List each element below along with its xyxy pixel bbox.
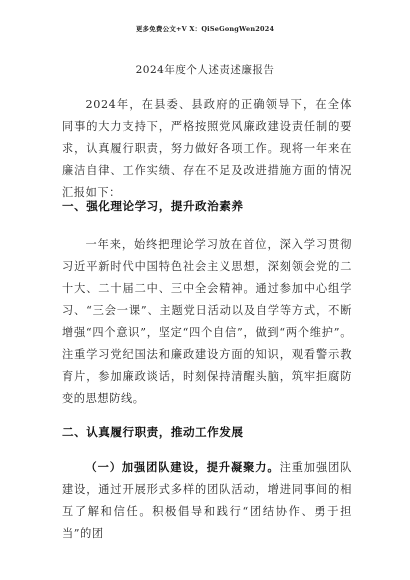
section-2-heading: 二、认真履行职责，推动工作发展 [62,425,244,439]
intro-paragraph: 2024年，在县委、县政府的正确领导下，在全体同事的大力支持下，严格按照党风廉政建设责任制的要求，认真履行职责，努力做好各项工作。现将一年来在廉洁自律、工作实绩、存在不足及改进措施方面的情况汇报如下： [62,98,352,199]
section-1-paragraph: 一年来，始终把理论学习放在首位，深入学习贯彻习近平新时代中国特色社会主义思想，深刻领会党的二十大、二十届二中、三中全会精神。通过参加中心组学习、“三会一课”、主题党日活动以及自学等方式，不断增强“四个意识”，坚定“四个自信”，做到“两个维护”。注重学习党纪国法和廉政建设方面的知识，观看警示教育片，参加廉政谈话，时刻保持清醒头脑，筑牢拒腐防变的思想防线。 [62,238,352,405]
section-2-subheading: （一）加强团队建设，提升凝聚力。 [85,460,280,474]
document-title: 2024年度个人述责述廉报告 [135,64,275,76]
section-1-heading: 一、强化理论学习，提升政治素养 [62,199,244,213]
section-2-paragraph [62,456,352,566]
section-2-body: 注重加强团队建设，通过开展形式多样的团队活动，增进同事间的相互了解和信任。积极倡导和践行“团结协作、勇于担当”的团 [62,461,352,540]
header-note: 更多免费公文+V X：QiSeGongWen2024 [135,25,275,33]
